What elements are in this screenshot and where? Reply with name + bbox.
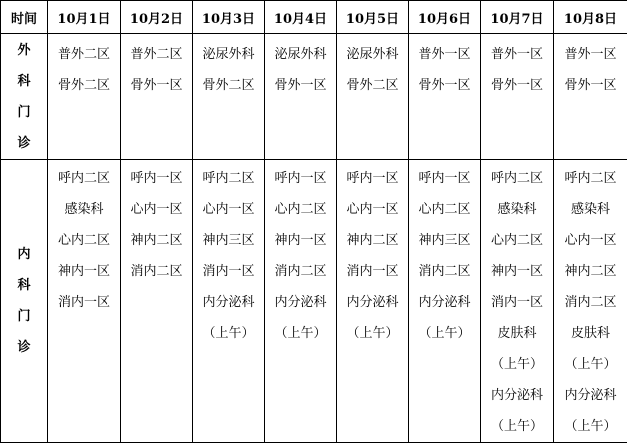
date-header-8: 10月8日	[554, 1, 627, 34]
clinic-entry: 神内二区	[121, 225, 192, 256]
clinic-entry: 消内二区	[265, 256, 336, 287]
surgery-row	[1, 34, 627, 160]
clinic-entry: 内分泌科	[265, 287, 336, 318]
surgery-dept-label	[1, 34, 48, 160]
clinic-entry: 骨外一区	[481, 70, 553, 101]
clinic-entry: 泌尿外科	[193, 39, 264, 70]
clinic-entry: 呼内一区	[337, 163, 408, 194]
medicine-cell-day-2	[121, 160, 193, 443]
date-header-1: 10月1日	[48, 1, 121, 34]
dept-char: 门	[1, 301, 47, 332]
clinic-entry: 神内三区	[409, 225, 480, 256]
dept-char: 诊	[1, 332, 47, 363]
dept-char: 外	[1, 35, 47, 66]
surgery-cell-day-1	[48, 34, 121, 160]
clinic-entry: 普外二区	[48, 39, 120, 70]
clinic-entry: 呼内二区	[481, 163, 553, 194]
medicine-cell-day-5	[337, 160, 409, 443]
surgery-cell-day-5	[337, 34, 409, 160]
clinic-entry: 皮肤科	[554, 318, 627, 349]
surgery-cell-day-2	[121, 34, 193, 160]
clinic-entry: 普外二区	[121, 39, 192, 70]
clinic-entry: 感染科	[48, 194, 120, 225]
clinic-entry: （上午）	[193, 318, 264, 349]
clinic-entry: （上午）	[337, 318, 408, 349]
dept-char: 科	[1, 66, 47, 97]
clinic-entry: 内分泌科	[193, 287, 264, 318]
clinic-entry: 神内一区	[48, 256, 120, 287]
clinic-entry: 呼内一区	[121, 163, 192, 194]
clinic-entry: 骨外二区	[48, 70, 120, 101]
clinic-entry: （上午）	[481, 349, 553, 380]
surgery-cell-day-7	[481, 34, 554, 160]
clinic-entry: 心内二区	[265, 194, 336, 225]
clinic-entry: 普外一区	[481, 39, 553, 70]
medicine-cell-day-1	[48, 160, 121, 443]
clinic-entry: 心内二区	[481, 225, 553, 256]
clinic-entry: 骨外一区	[265, 70, 336, 101]
clinic-entry: 神内三区	[193, 225, 264, 256]
clinic-entry: 消内一区	[193, 256, 264, 287]
date-header-5: 10月5日	[337, 1, 409, 34]
header-row	[1, 1, 627, 34]
clinic-entry: 心内二区	[48, 225, 120, 256]
medicine-cell-day-4	[265, 160, 337, 443]
medicine-cell-day-6	[409, 160, 481, 443]
medicine-row	[1, 160, 627, 443]
clinic-entry: 心内一区	[554, 225, 627, 256]
clinic-entry: （上午）	[554, 349, 627, 380]
clinic-entry: 泌尿外科	[265, 39, 336, 70]
clinic-entry: （上午）	[554, 411, 627, 442]
surgery-cell-day-8	[554, 34, 627, 160]
surgery-cell-day-4	[265, 34, 337, 160]
dept-char: 诊	[1, 128, 47, 159]
clinic-entry: 神内二区	[554, 256, 627, 287]
clinic-entry: 感染科	[554, 194, 627, 225]
medicine-dept-label	[1, 160, 48, 443]
clinic-entry: 心内一区	[121, 194, 192, 225]
clinic-entry: （上午）	[265, 318, 336, 349]
clinic-entry: 消内二区	[409, 256, 480, 287]
clinic-entry: 内分泌科	[554, 380, 627, 411]
clinic-entry: 呼内二区	[193, 163, 264, 194]
clinic-entry: 骨外一区	[121, 70, 192, 101]
clinic-entry: 骨外二区	[193, 70, 264, 101]
dept-char: 内	[1, 239, 47, 270]
clinic-entry: 内分泌科	[337, 287, 408, 318]
clinic-entry: 消内一区	[48, 287, 120, 318]
medicine-cell-day-7	[481, 160, 554, 443]
dept-char: 科	[1, 270, 47, 301]
clinic-entry: 消内一区	[481, 287, 553, 318]
clinic-entry: 神内一区	[265, 225, 336, 256]
time-header: 时间	[1, 1, 48, 34]
date-header-3: 10月3日	[193, 1, 265, 34]
clinic-entry: 消内二区	[554, 287, 627, 318]
date-header-7: 10月7日	[481, 1, 554, 34]
dept-char: 门	[1, 97, 47, 128]
clinic-entry: 心内二区	[409, 194, 480, 225]
clinic-entry: （上午）	[409, 318, 480, 349]
clinic-entry: 呼内一区	[409, 163, 480, 194]
clinic-entry: 内分泌科	[481, 380, 553, 411]
clinic-entry: （上午）	[481, 411, 553, 442]
clinic-entry: 骨外二区	[337, 70, 408, 101]
clinic-entry: 骨外一区	[409, 70, 480, 101]
clinic-entry: 呼内二区	[48, 163, 120, 194]
clinic-entry: 骨外一区	[554, 70, 627, 101]
medicine-cell-day-3	[193, 160, 265, 443]
clinic-entry: 普外一区	[409, 39, 480, 70]
date-header-2: 10月2日	[121, 1, 193, 34]
clinic-entry: 神内二区	[337, 225, 408, 256]
clinic-entry: 呼内一区	[265, 163, 336, 194]
clinic-entry: 消内二区	[121, 256, 192, 287]
clinic-entry: 心内一区	[337, 194, 408, 225]
clinic-entry: 呼内二区	[554, 163, 627, 194]
date-header-6: 10月6日	[409, 1, 481, 34]
surgery-cell-day-6	[409, 34, 481, 160]
surgery-cell-day-3	[193, 34, 265, 160]
clinic-entry: 普外一区	[554, 39, 627, 70]
clinic-entry: 消内一区	[337, 256, 408, 287]
medicine-cell-day-8	[554, 160, 627, 443]
clinic-entry: 泌尿外科	[337, 39, 408, 70]
clinic-entry: 神内一区	[481, 256, 553, 287]
clinic-entry: 感染科	[481, 194, 553, 225]
clinic-entry: 皮肤科	[481, 318, 553, 349]
date-header-4: 10月4日	[265, 1, 337, 34]
clinic-entry: 内分泌科	[409, 287, 480, 318]
clinic-entry: 心内一区	[193, 194, 264, 225]
